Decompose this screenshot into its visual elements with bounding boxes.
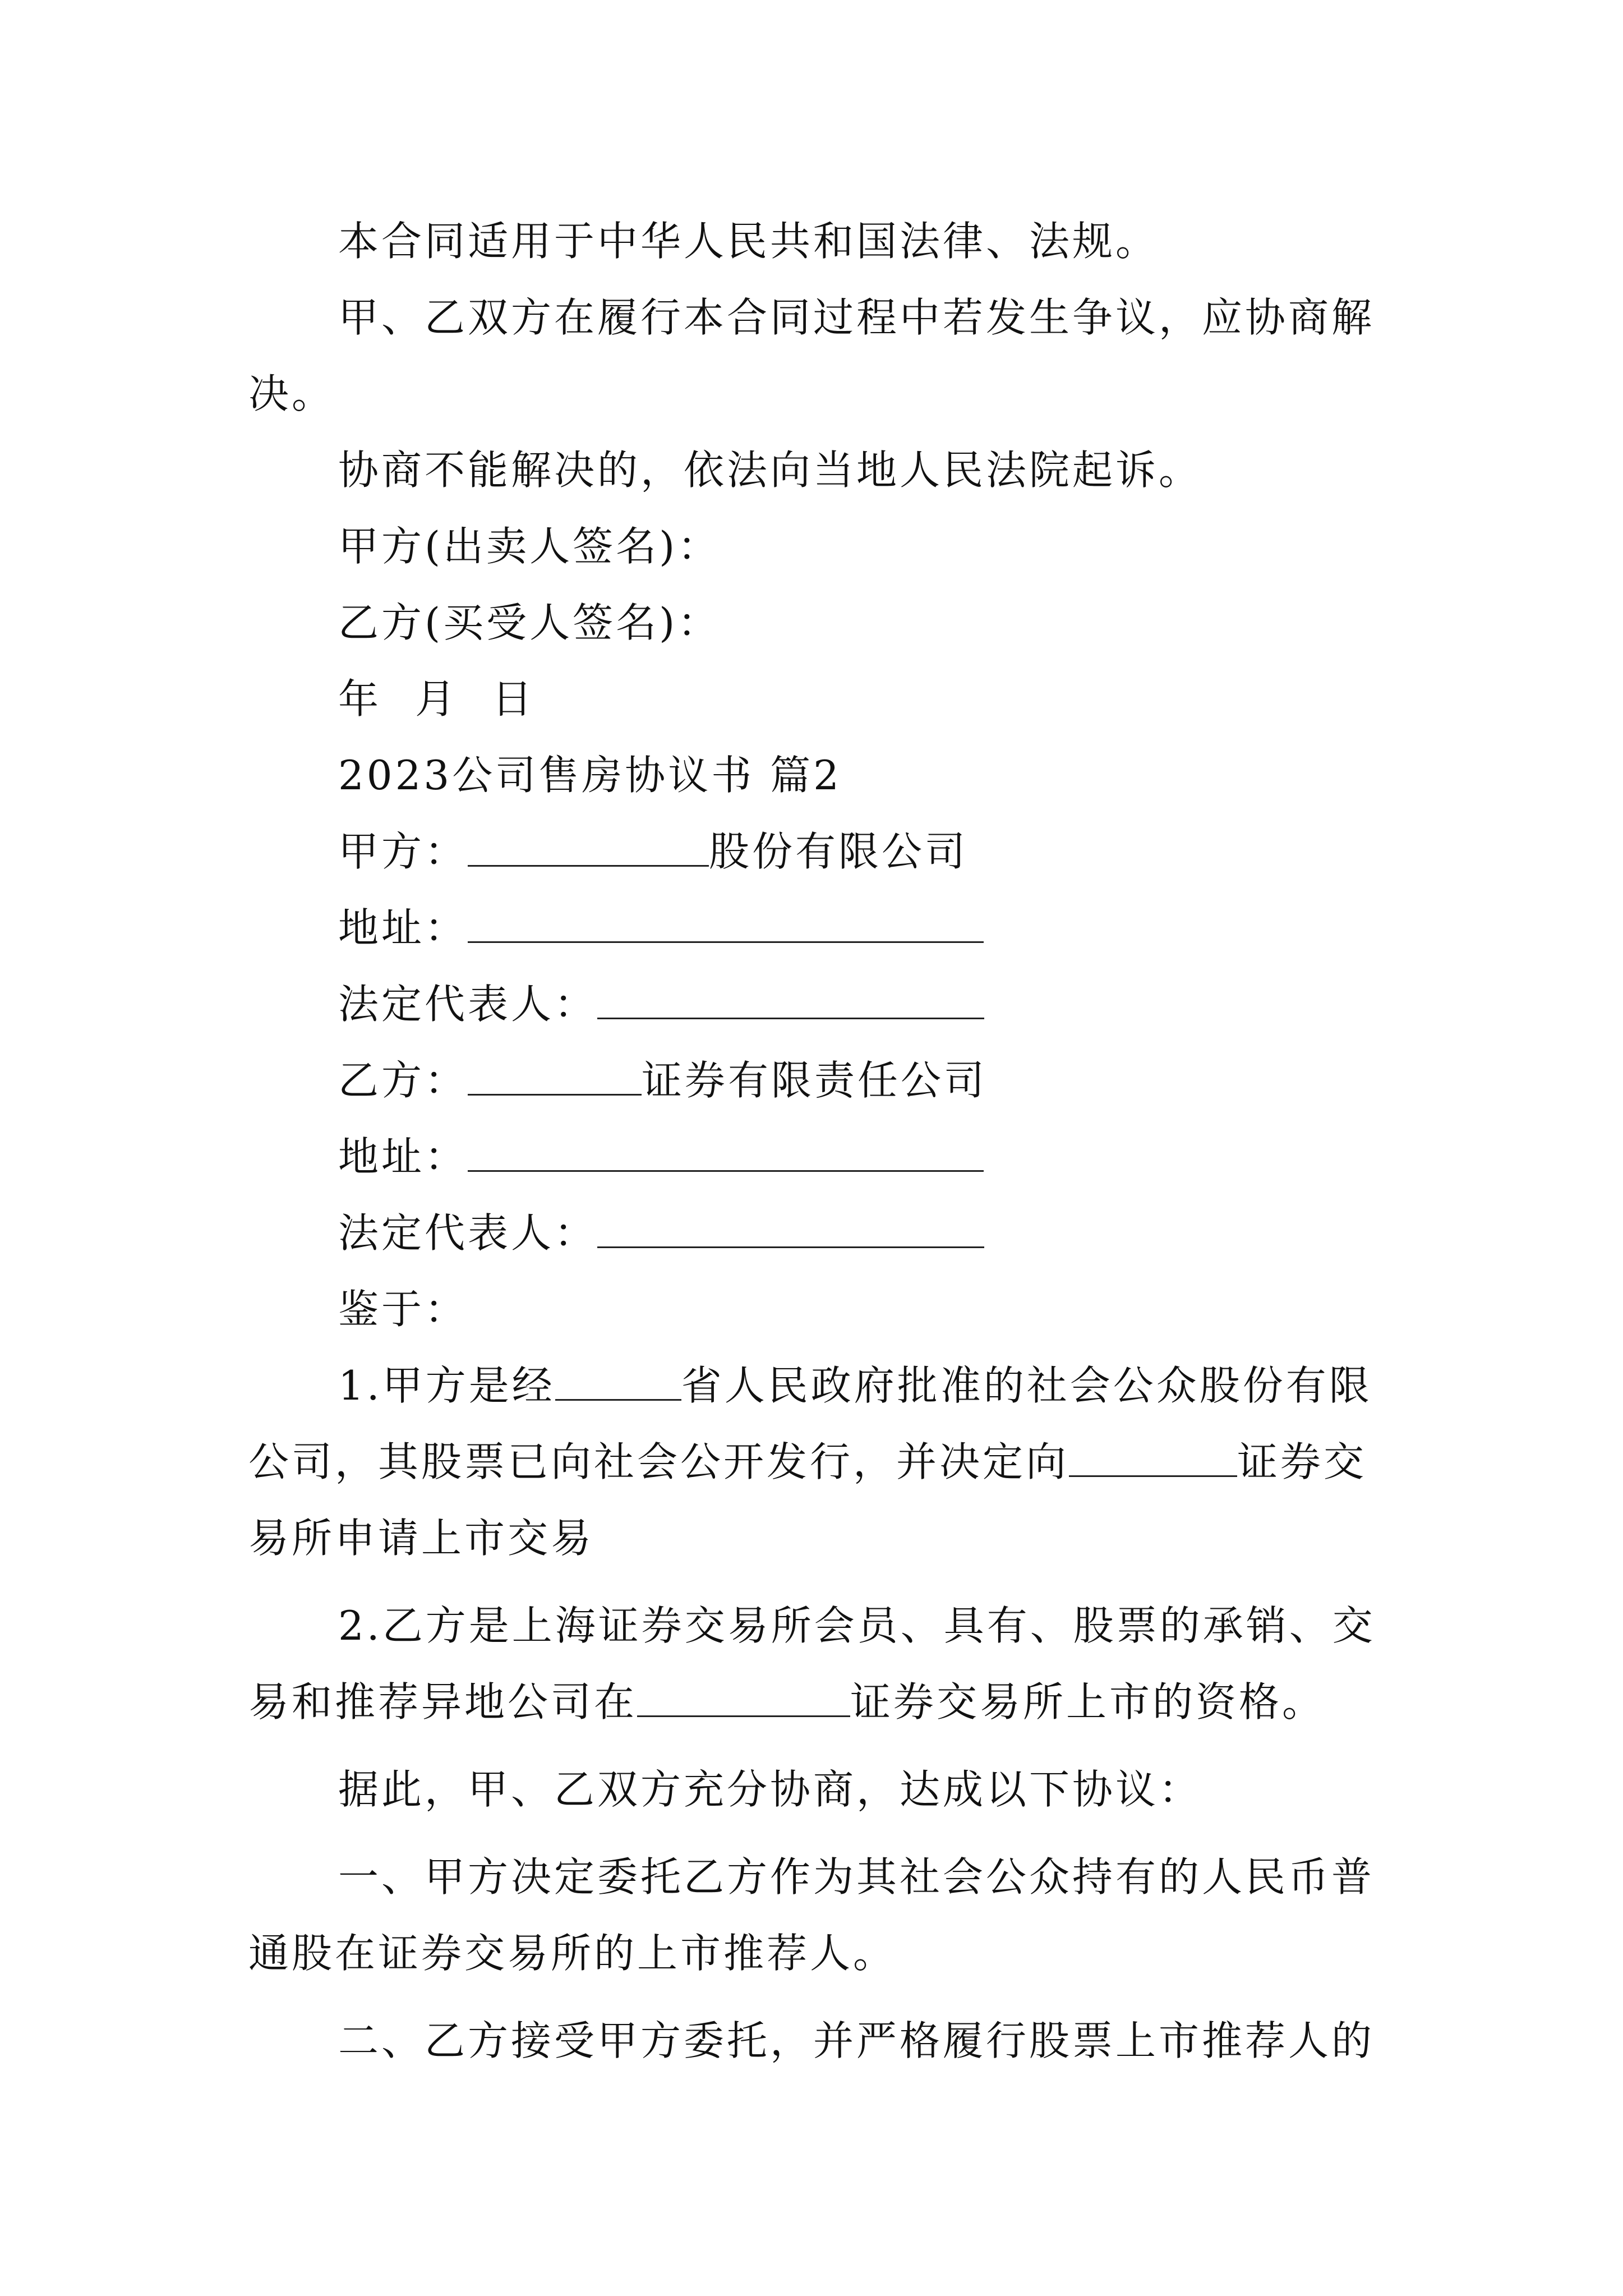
party-a-representative-line <box>248 966 1385 1042</box>
clause-1-text-a: 1.甲方是经 <box>338 1362 555 1409</box>
date-line <box>248 661 1385 737</box>
clause-2-text-b: 易和推荐异地公司在 <box>248 1678 638 1726</box>
party-a-address-label: 地址： <box>338 904 468 951</box>
article-2-line-1: 二、乙方接受甲方委托，并严格履行股票上市推荐人的 <box>338 2017 1375 2064</box>
article-1-line-1: 一、甲方决定委托乙方作为其社会公众持有的人民币普 <box>338 1853 1375 1901</box>
party-a-line <box>248 813 1385 890</box>
clause-1-line-3: 易所申请上市交易 <box>248 1515 594 1562</box>
clause-1-text-b: 省人民政府批准的社会公众股份有限 <box>681 1362 1372 1409</box>
party-b-suffix: 证券有限责任公司 <box>642 1057 988 1104</box>
document-body <box>248 203 1385 2079</box>
clause-1-line-1 <box>248 1347 1385 1424</box>
party-a-address-blank <box>468 907 984 943</box>
date-year: 年 <box>338 675 382 723</box>
party-b-representative-label: 法定代表人： <box>338 1209 598 1257</box>
clause-1-text-d: 证券交 <box>1237 1438 1367 1485</box>
seller-signature-line: 甲方(出卖人签名)： <box>338 523 721 570</box>
party-a-address-line <box>248 890 1385 966</box>
clause-1-line-2 <box>248 1424 1385 1500</box>
party-a-name-blank <box>468 830 709 867</box>
party-b-representative-blank <box>597 1212 984 1248</box>
party-b-address-line <box>248 1119 1385 1195</box>
paragraph-applicable-law: 本合同适用于中华人民共和国法律、法规。 <box>338 218 1159 265</box>
date-month: 月 <box>415 675 459 723</box>
party-a-suffix: 股份有限公司 <box>709 828 969 875</box>
party-b-name-blank <box>468 1059 642 1096</box>
party-b-line <box>248 1042 1385 1119</box>
clause-2-line-2 <box>248 1664 1385 1740</box>
clause-2-text-c: 证券交易所上市的资格。 <box>850 1678 1326 1726</box>
paragraph-dispute-line-1: 甲、乙双方在履行本合同过程中若发生争议，应协商解 <box>338 294 1375 341</box>
party-b-representative-line <box>248 1195 1385 1271</box>
party-a-label: 甲方： <box>338 828 468 875</box>
section-title: 2023公司售房协议书 篇2 <box>338 752 842 799</box>
clause-1-text-c: 公司，其股票已向社会公开发行，并决定向 <box>248 1438 1069 1485</box>
agreement-intro: 据此，甲、乙双方充分协商，达成以下协议： <box>338 1766 1202 1813</box>
party-b-label: 乙方： <box>338 1057 468 1104</box>
party-a-representative-label: 法定代表人： <box>338 981 598 1028</box>
party-b-address-blank <box>468 1135 984 1172</box>
whereas-heading: 鉴于： <box>338 1286 468 1333</box>
paragraph-dispute-line-2: 决。 <box>248 370 335 417</box>
province-blank <box>555 1364 681 1401</box>
exchange-blank <box>1069 1441 1237 1477</box>
date-day: 日 <box>492 675 536 723</box>
party-a-representative-blank <box>597 983 984 1019</box>
buyer-signature-line: 乙方(买受人签名)： <box>338 599 721 646</box>
paragraph-litigation: 协商不能解决的，依法向当地人民法院起诉。 <box>338 447 1202 494</box>
listing-exchange-blank <box>637 1681 850 1717</box>
article-1-line-2: 通股在证券交易所的上市推荐人。 <box>248 1930 897 1977</box>
party-b-address-label: 地址： <box>338 1133 468 1180</box>
clause-2-line-1: 2.乙方是上海证券交易所会员、具有、股票的承销、交 <box>338 1602 1376 1649</box>
